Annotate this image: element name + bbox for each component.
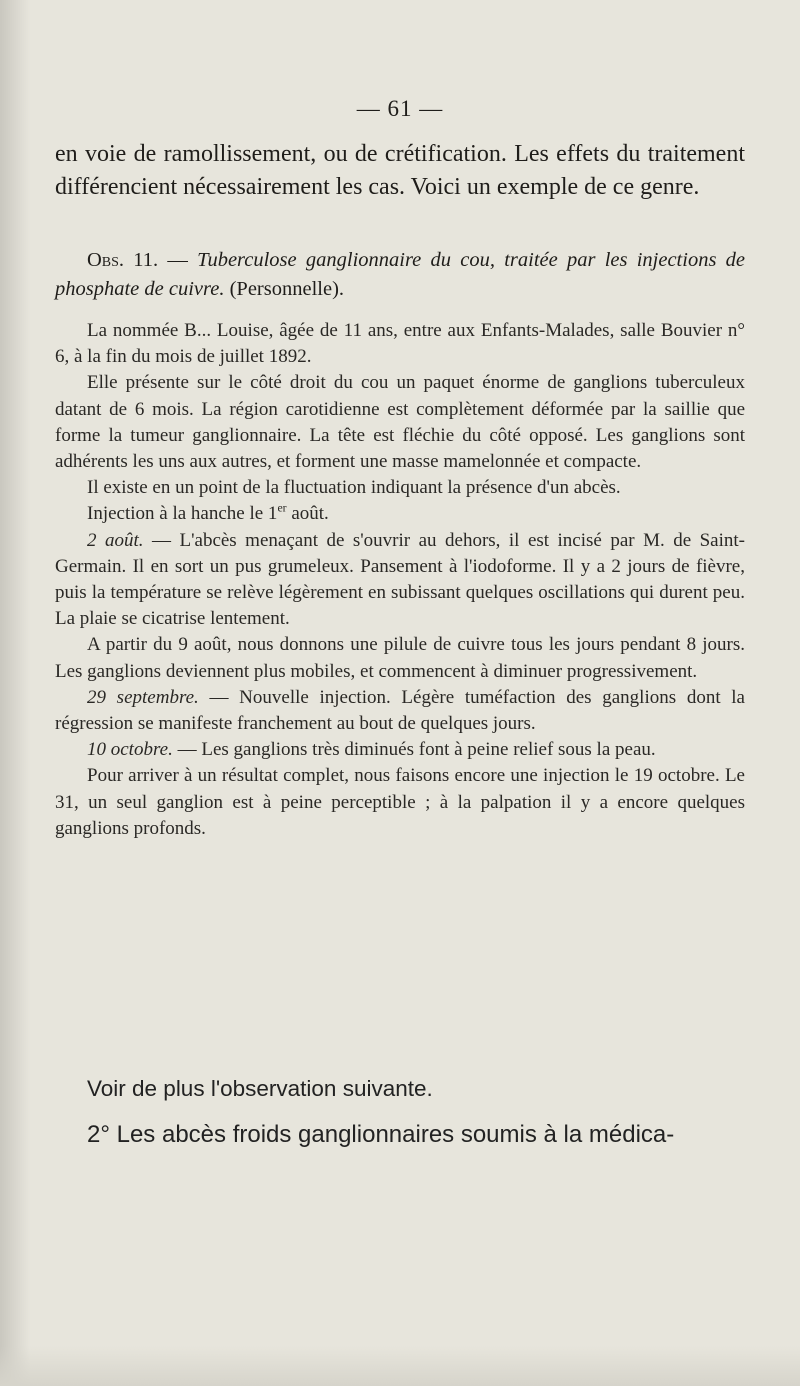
paragraph-october-10 — [55, 737, 745, 763]
injection-text-end: août. — [286, 503, 329, 525]
observation-heading — [55, 246, 745, 304]
injection-text: Injection à la hanche le 1 — [87, 503, 278, 525]
page-bottom-shadow — [0, 1346, 800, 1386]
see-also-line: Voir de plus l'observation suivante. — [87, 1076, 433, 1101]
observation-note: (Personnelle). — [224, 278, 345, 300]
injection-superscript: er — [277, 502, 287, 516]
date-september-29: 29 septembre. — [87, 686, 199, 708]
paragraph-abscess: Il existe en un point de la fluctuation indiquant la présence d'un abcès. — [87, 477, 621, 499]
text-august-2: — L'abcès menaçant de s'ouvrir au dehors, il est incisé par M. de Saint-Germain. Il en sort un pus grumeleux. Pansement à l'iodoforme. Il y a 2 jours de fièvre, puis la température se relève légèrement en subissant quelques oscillations qui durent peu. La plaie se cicatrise lentement. — [55, 529, 745, 630]
paragraph-september-29 — [55, 685, 745, 737]
paragraph-injection — [55, 501, 745, 527]
paragraph-admission: La nommée B... Louise, âgée de 11 ans, entre aux Enfants-Malades, salle Bouvier n° 6, à la fin du mois de juillet 1892. — [55, 320, 745, 368]
intro-paragraph: en voie de ramollissement, ou de crétification. Les effets du traitement différencient nécessairement les cas. Voici un exemple de ce genre. — [55, 141, 745, 200]
page-edge-shadow — [0, 0, 30, 1386]
text-october-10: — Les ganglions très diminués font à peine relief sous la peau. — [172, 739, 656, 761]
case-report-body — [55, 318, 745, 842]
observation-title: Tuberculose ganglionnaire du cou, traitée par les injections de phosphate de cuivre. — [55, 249, 746, 300]
paragraph-august-2 — [55, 528, 745, 633]
date-august-2: 2 août. — [87, 529, 144, 551]
paragraph-result: Pour arriver à un résultat complet, nous faisons encore une injection le 19 octobre. Le 31, un seul ganglion est à peine perceptible ; à la palpation il y a encore quelques ganglions profonds. — [55, 765, 745, 839]
observation-dash: — — [158, 249, 198, 271]
paragraph-presentation: Elle présente sur le côté droit du cou un paquet énorme de ganglions tuberculeux datant de 6 mois. La région carotidienne est complètement déformée par la saillie que forme la tumeur ganglionnaire. La tête est fléchie du côté opposé. Les ganglions sont adhérents les uns aux autres, et forment une masse mamelonnée et compacte. — [55, 372, 745, 473]
page-number: — 61 — — [356, 96, 444, 121]
text-september-29: — Nouvelle injection. Légère tuméfaction des ganglions dont la régression se manifeste franchement au bout de quelques jours. — [55, 686, 745, 735]
section-heading-line: 2° Les abcès froids ganglionnaires soumis à la médica- — [87, 1121, 675, 1148]
observation-number: Obs. 11. — [87, 249, 159, 271]
paragraph-august-9: A partir du 9 août, nous donnons une pilule de cuivre tous les jours pendant 8 jours. Les ganglions deviennent plus mobiles, et commencent à diminuer progressivement. — [55, 634, 745, 682]
date-october-10: 10 octobre. — [87, 739, 173, 761]
